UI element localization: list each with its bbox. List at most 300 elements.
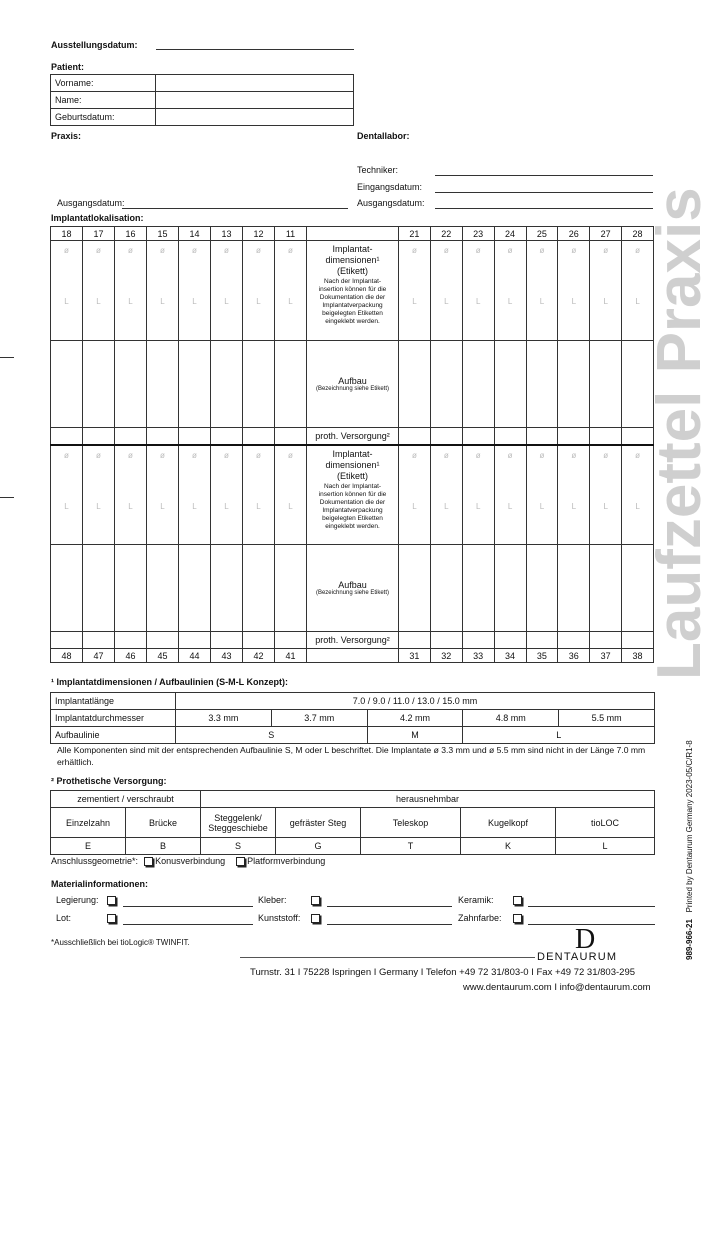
geometry-label: Anschlussgeometrie*: bbox=[51, 856, 139, 866]
aufbau-input-cell[interactable] bbox=[590, 545, 622, 632]
length-placeholder: L bbox=[96, 501, 101, 511]
diameter-value: 4.8 mm bbox=[463, 710, 559, 727]
length-placeholder: L bbox=[224, 297, 229, 306]
web: www.dentaurum.com I info@dentaurum.com bbox=[463, 982, 651, 993]
diameter-placeholder: ø bbox=[96, 246, 101, 255]
tooth-number: 38 bbox=[622, 649, 654, 663]
prosthetic-type: Brücke bbox=[126, 808, 201, 838]
fold-mark-top bbox=[0, 357, 14, 358]
length-placeholder: L bbox=[412, 297, 417, 306]
prosthetic-code: L bbox=[556, 838, 655, 855]
lot-label: Lot: bbox=[56, 913, 72, 923]
proth-input-cell[interactable] bbox=[243, 428, 275, 445]
length-placeholder: L bbox=[475, 297, 481, 306]
length-placeholder: L bbox=[96, 297, 101, 306]
diameter-placeholder: ø bbox=[571, 450, 577, 460]
proth-cell bbox=[307, 428, 399, 445]
tooth-number: 31 bbox=[399, 649, 431, 663]
aufbau-input-cell[interactable] bbox=[83, 341, 115, 428]
tooth-number: 27 bbox=[590, 227, 622, 241]
label-note: Nach der Implantat-insertion können für die Dokumentation die der Implantatverpackung beigelegten Etiketten eingeklebt werden. bbox=[318, 278, 387, 325]
implant-dimension-cell[interactable] bbox=[147, 445, 179, 545]
diameter-placeholder: ø bbox=[635, 450, 640, 460]
implantat-text: Implantat- bbox=[332, 448, 373, 459]
patient-table bbox=[50, 74, 354, 126]
aufbau-input-cell[interactable] bbox=[51, 341, 83, 428]
eingangsdatum-label: Eingangsdatum: bbox=[357, 182, 423, 192]
proth-input-cell[interactable] bbox=[399, 632, 431, 649]
address: Turnstr. 31 I 75228 Ispringen I Germany I Telefon +49 72 31/803-0 I Fax +49 72 31/803-295 bbox=[250, 967, 636, 978]
diameter-placeholder: ø bbox=[475, 246, 481, 255]
aufbau-input-cell[interactable] bbox=[494, 341, 526, 428]
aufbau-input-cell[interactable] bbox=[526, 341, 558, 428]
diameter-placeholder: ø bbox=[160, 246, 165, 255]
praxis-ausgangsdatum-field[interactable] bbox=[122, 208, 348, 209]
proth-input-cell[interactable] bbox=[51, 632, 83, 649]
length-placeholder: L bbox=[444, 297, 449, 306]
implant-dimension-cell[interactable] bbox=[430, 445, 462, 545]
tooth-number: 36 bbox=[558, 649, 590, 663]
aufbaulinie-label: Aufbaulinie bbox=[51, 727, 176, 744]
prosthetic-type: Steggelenk/ Steggeschiebe bbox=[201, 808, 276, 838]
implant-dimension-cell[interactable] bbox=[526, 241, 558, 341]
prosthetic-type: tioLOC bbox=[556, 808, 655, 838]
length-placeholder: L bbox=[603, 297, 608, 306]
aufbau-input-cell[interactable] bbox=[115, 545, 147, 632]
prosthetic-type: gefräster Steg bbox=[276, 808, 361, 838]
prosthetic-code: E bbox=[51, 838, 126, 855]
aufbau-input-cell[interactable] bbox=[590, 341, 622, 428]
tooth-number: 28 bbox=[622, 227, 654, 241]
prosthetic-code: G bbox=[276, 838, 361, 855]
length-placeholder: L bbox=[64, 501, 69, 511]
implant-dimension-cell[interactable] bbox=[51, 241, 83, 341]
diameter-placeholder: ø bbox=[288, 450, 293, 460]
length-placeholder: L bbox=[444, 501, 449, 511]
proth-input-cell[interactable] bbox=[211, 632, 243, 649]
prosthetic-type: Kugelkopf bbox=[461, 808, 556, 838]
side-print-box bbox=[683, 740, 701, 1240]
aufbau-input-cell[interactable] bbox=[462, 341, 494, 428]
lower-tooth-numbers bbox=[51, 649, 654, 663]
length-placeholder: L bbox=[256, 501, 261, 511]
proth-input-cell[interactable] bbox=[51, 428, 83, 445]
prosthetic-type: Einzelzahn bbox=[51, 808, 126, 838]
diameter-placeholder: ø bbox=[160, 450, 165, 460]
length-placeholder: L bbox=[256, 297, 261, 306]
implant-dimension-cell[interactable] bbox=[115, 241, 147, 341]
upper-tooth-numbers bbox=[51, 227, 654, 241]
proth-input-cell[interactable] bbox=[147, 632, 179, 649]
tooth-number: 24 bbox=[494, 227, 526, 241]
labor-ausgangsdatum-field[interactable] bbox=[435, 208, 653, 209]
implant-dimension-cell[interactable] bbox=[211, 445, 243, 545]
vorname-field[interactable] bbox=[156, 75, 354, 92]
aufbaulinie-s: S bbox=[176, 727, 368, 744]
aufbau-input-cell[interactable] bbox=[526, 545, 558, 632]
proth-input-cell[interactable] bbox=[430, 428, 462, 445]
kleber-label: Kleber: bbox=[258, 895, 287, 905]
tooth-number: 22 bbox=[430, 227, 462, 241]
diameter-placeholder: ø bbox=[64, 450, 69, 460]
proth-input-cell[interactable] bbox=[83, 428, 115, 445]
proth-input-cell[interactable] bbox=[590, 428, 622, 445]
aufbau-cell bbox=[307, 341, 399, 428]
tooth-number: 41 bbox=[275, 649, 307, 663]
aufbau-input-cell[interactable] bbox=[211, 341, 243, 428]
tooth-number: 37 bbox=[590, 649, 622, 663]
length-placeholder: L bbox=[160, 297, 165, 306]
tooth-number: 11 bbox=[275, 227, 307, 241]
tooth-number: 48 bbox=[51, 649, 83, 663]
prosthetic-code: K bbox=[461, 838, 556, 855]
techniker-field[interactable] bbox=[435, 175, 653, 176]
tooth-number: 23 bbox=[462, 227, 494, 241]
etikett-text: (Etikett) bbox=[336, 266, 368, 276]
length-placeholder: L bbox=[603, 501, 608, 511]
aufbau-input-cell[interactable] bbox=[399, 341, 431, 428]
name-field[interactable] bbox=[156, 92, 354, 109]
aufbau-input-cell[interactable] bbox=[115, 341, 147, 428]
diameter-placeholder: ø bbox=[192, 246, 197, 255]
length-placeholder: L bbox=[128, 501, 133, 511]
label-info-cell bbox=[307, 445, 399, 545]
tooth-number: 42 bbox=[243, 649, 275, 663]
side-print-line bbox=[683, 740, 697, 960]
labor-ausgangsdatum-label: Ausgangsdatum: bbox=[357, 198, 425, 208]
proth-input-cell[interactable] bbox=[179, 632, 211, 649]
material-footnote: *Ausschließlich bei tioLogic® TWINFIT. bbox=[51, 938, 190, 947]
implantatlokalisation-label: Implantatlokalisation: bbox=[51, 213, 144, 223]
dentallabor-label: Dentallabor: bbox=[357, 131, 410, 141]
length-placeholder: L bbox=[507, 297, 513, 306]
eingangsdatum-field[interactable] bbox=[435, 192, 653, 193]
kleber-checkbox[interactable] bbox=[311, 896, 320, 905]
diameter-placeholder: ø bbox=[224, 246, 229, 255]
proth-input-cell[interactable] bbox=[526, 632, 558, 649]
length-values: 7.0 / 9.0 / 11.0 / 13.0 / 15.0 mm bbox=[176, 693, 655, 710]
tooth-number: 17 bbox=[83, 227, 115, 241]
techniker-label: Techniker: bbox=[357, 165, 399, 175]
tooth-number: 43 bbox=[211, 649, 243, 663]
aufbau-input-cell[interactable] bbox=[494, 545, 526, 632]
kleber-field[interactable] bbox=[327, 906, 452, 907]
side-title-box bbox=[645, 30, 714, 680]
implant-dimension-cell[interactable] bbox=[558, 241, 590, 341]
proth-input-cell[interactable] bbox=[275, 428, 307, 445]
diameter-label: Implantatdurchmesser bbox=[51, 710, 176, 727]
dimensions-title: ¹ Implantatdimensionen / Aufbaulinien (S-M-L Konzept): bbox=[51, 677, 288, 687]
implant-dimension-cell[interactable] bbox=[179, 445, 211, 545]
aufbau-text: Aufbau bbox=[338, 376, 367, 386]
proth-input-cell[interactable] bbox=[399, 428, 431, 445]
proth-input-cell[interactable] bbox=[494, 632, 526, 649]
diameter-placeholder: ø bbox=[507, 450, 513, 460]
aufbau-input-cell[interactable] bbox=[430, 341, 462, 428]
proth-input-cell[interactable] bbox=[115, 428, 147, 445]
diameter-placeholder: ø bbox=[443, 450, 449, 460]
length-placeholder: L bbox=[539, 297, 545, 306]
side-title: Laufzettel Praxis bbox=[645, 187, 714, 680]
aufbau-input-cell[interactable] bbox=[399, 545, 431, 632]
material-title: Materialinformationen: bbox=[51, 879, 149, 889]
footer-rule bbox=[240, 957, 535, 958]
implant-dimension-cell[interactable] bbox=[590, 241, 622, 341]
diameter-placeholder: ø bbox=[603, 246, 609, 255]
proth-input-cell[interactable] bbox=[558, 428, 590, 445]
aufbau-input-cell[interactable] bbox=[83, 545, 115, 632]
praxis-ausgangsdatum-label: Ausgangsdatum: bbox=[57, 198, 125, 208]
proth-text: proth. Versorgung² bbox=[315, 430, 390, 441]
ausstellungsdatum-field[interactable] bbox=[156, 49, 354, 50]
konus-checkbox[interactable] bbox=[144, 857, 153, 866]
diameter-placeholder: ø bbox=[96, 450, 101, 460]
tooth-number: 16 bbox=[115, 227, 147, 241]
length-placeholder: L bbox=[192, 297, 197, 306]
proth-input-cell[interactable] bbox=[115, 632, 147, 649]
diameter-placeholder: ø bbox=[256, 450, 261, 460]
aufbau-text: Aufbau bbox=[338, 580, 367, 590]
aufbau-input-cell[interactable] bbox=[462, 545, 494, 632]
dimensionen-text: dimensionen¹ bbox=[325, 255, 380, 265]
aufbau-input-cell[interactable] bbox=[179, 545, 211, 632]
aufbau-input-cell[interactable] bbox=[275, 545, 307, 632]
length-placeholder: L bbox=[412, 501, 417, 511]
keramik-field[interactable] bbox=[528, 906, 655, 907]
patient-label: Patient: bbox=[51, 62, 85, 72]
proth-cell bbox=[307, 632, 399, 649]
length-placeholder: L bbox=[160, 501, 165, 511]
lot-checkbox[interactable] bbox=[107, 914, 116, 923]
tooth-number: 25 bbox=[526, 227, 558, 241]
tooth-number-spacer bbox=[307, 649, 399, 663]
vorname-label: Vorname: bbox=[51, 75, 156, 92]
implant-dimension-cell[interactable] bbox=[243, 445, 275, 545]
diameter-placeholder: ø bbox=[192, 450, 197, 460]
lot-field[interactable] bbox=[123, 924, 253, 925]
diameter-placeholder: ø bbox=[256, 246, 261, 255]
implant-dimension-cell[interactable] bbox=[399, 445, 431, 545]
diameter-placeholder: ø bbox=[539, 450, 545, 460]
diameter-placeholder: ø bbox=[411, 246, 417, 255]
label-info-cell bbox=[307, 241, 399, 341]
kunststoff-label: Kunststoff: bbox=[258, 913, 301, 923]
tooth-number: 35 bbox=[526, 649, 558, 663]
dimensionen-text: dimensionen¹ bbox=[325, 459, 380, 470]
aufbau-note: (Bezeichnung siehe Etikett) bbox=[315, 386, 390, 392]
length-placeholder: L bbox=[539, 501, 545, 511]
implant-dimension-cell[interactable] bbox=[462, 241, 494, 341]
proth-text: proth. Versorgung² bbox=[315, 635, 390, 645]
proth-input-cell[interactable] bbox=[179, 428, 211, 445]
legierung-field[interactable] bbox=[123, 906, 253, 907]
length-placeholder: L bbox=[571, 297, 577, 306]
name-label: Name: bbox=[51, 92, 156, 109]
prosthetic-code: B bbox=[126, 838, 201, 855]
diameter-placeholder: ø bbox=[443, 246, 449, 255]
group-cemented: zementiert / verschraubt bbox=[51, 791, 201, 808]
prosthetic-code: S bbox=[201, 838, 276, 855]
tooth-number: 46 bbox=[115, 649, 147, 663]
diameter-placeholder: ø bbox=[571, 246, 577, 255]
aufbau-input-cell[interactable] bbox=[243, 341, 275, 428]
diameter-placeholder: ø bbox=[635, 246, 640, 255]
logo-text: DENTAURUM bbox=[537, 951, 618, 963]
aufbau-input-cell[interactable] bbox=[211, 545, 243, 632]
fold-mark-bottom bbox=[0, 497, 14, 498]
proth-input-cell[interactable] bbox=[558, 632, 590, 649]
tooth-number: 32 bbox=[430, 649, 462, 663]
tooth-number: 47 bbox=[83, 649, 115, 663]
implant-dimension-cell[interactable] bbox=[243, 241, 275, 341]
tooth-number: 44 bbox=[179, 649, 211, 663]
length-placeholder: L bbox=[635, 501, 640, 511]
implant-dimension-cell[interactable] bbox=[526, 445, 558, 545]
konus-label: Konusverbindung bbox=[155, 856, 226, 866]
length-placeholder: L bbox=[507, 501, 513, 511]
aufbau-input-cell[interactable] bbox=[275, 341, 307, 428]
length-placeholder: L bbox=[635, 297, 640, 306]
tooth-number-spacer bbox=[307, 227, 399, 241]
side-print: Printed by Dentaurum Germany 2023-05/C/R1-8 bbox=[685, 740, 694, 913]
implant-dimension-cell[interactable] bbox=[494, 445, 526, 545]
dimensions-note: Alle Komponenten sind mit der entsprechenden Aufbaulinie S, M oder L beschriftet. Die Implantate ø 3.3 mm und ø 5.5 mm sind nicht in der Länge 7.0 mm erhältlich. bbox=[57, 745, 646, 767]
logo-letter: D bbox=[575, 924, 596, 955]
diameter-value: 4.2 mm bbox=[367, 710, 463, 727]
label-note: Nach der Implantat-insertion können für die Dokumentation die der Implantatverpackung beigelegten Etiketten eingeklebt werden. bbox=[318, 482, 387, 530]
aufbau-cell bbox=[307, 545, 399, 632]
diameter-placeholder: ø bbox=[224, 450, 229, 460]
implant-dimension-cell[interactable] bbox=[115, 445, 147, 545]
proth-input-cell[interactable] bbox=[430, 632, 462, 649]
diameter-placeholder: ø bbox=[64, 246, 69, 255]
group-removable: herausnehmbar bbox=[201, 791, 655, 808]
tooth-number: 21 bbox=[399, 227, 431, 241]
length-placeholder: L bbox=[571, 501, 577, 511]
implant-dimension-cell[interactable] bbox=[147, 241, 179, 341]
praxis-label: Praxis: bbox=[51, 131, 82, 141]
length-placeholder: L bbox=[224, 501, 229, 511]
aufbau-input-cell[interactable] bbox=[430, 545, 462, 632]
aufbau-input-cell[interactable] bbox=[51, 545, 83, 632]
zahnfarbe-label: Zahnfarbe: bbox=[458, 913, 502, 923]
length-placeholder: L bbox=[288, 297, 293, 306]
aufbau-input-cell[interactable] bbox=[558, 341, 590, 428]
tooth-grid bbox=[50, 226, 654, 663]
length-placeholder: L bbox=[288, 501, 293, 511]
implant-dimension-cell[interactable] bbox=[275, 241, 307, 341]
tooth-number: 26 bbox=[558, 227, 590, 241]
diameter-placeholder: ø bbox=[507, 246, 513, 255]
proth-input-cell[interactable] bbox=[275, 632, 307, 649]
implant-dimension-cell[interactable] bbox=[179, 241, 211, 341]
implant-dimension-cell[interactable] bbox=[51, 445, 83, 545]
length-placeholder: L bbox=[64, 297, 69, 306]
geometry-row bbox=[51, 856, 325, 866]
tooth-number: 33 bbox=[462, 649, 494, 663]
ausstellungsdatum-label: Ausstellungsdatum: bbox=[51, 40, 138, 50]
aufbau-input-cell[interactable] bbox=[243, 545, 275, 632]
diameter-placeholder: ø bbox=[128, 450, 133, 460]
side-code: 989-966-21 bbox=[685, 919, 694, 960]
implant-dimension-cell[interactable] bbox=[462, 445, 494, 545]
length-placeholder: L bbox=[475, 501, 481, 511]
kunststoff-field[interactable] bbox=[327, 924, 452, 925]
implant-dimension-cell[interactable] bbox=[275, 445, 307, 545]
implant-dimension-cell[interactable] bbox=[494, 241, 526, 341]
prosthetic-title: ² Prothetische Versorgung: bbox=[51, 776, 167, 786]
aufbaulinie-l: L bbox=[463, 727, 655, 744]
tooth-number: 34 bbox=[494, 649, 526, 663]
keramik-checkbox[interactable] bbox=[513, 896, 522, 905]
length-placeholder: L bbox=[128, 297, 133, 306]
proth-input-cell[interactable] bbox=[211, 428, 243, 445]
aufbaulinie-m: M bbox=[367, 727, 463, 744]
proth-input-cell[interactable] bbox=[462, 632, 494, 649]
implant-dimension-cell[interactable] bbox=[558, 445, 590, 545]
geburtsdatum-label: Geburtsdatum: bbox=[51, 109, 156, 126]
prosthetic-type: Teleskop bbox=[361, 808, 461, 838]
proth-input-cell[interactable] bbox=[526, 428, 558, 445]
aufbau-input-cell[interactable] bbox=[147, 545, 179, 632]
diameter-value: 5.5 mm bbox=[559, 710, 655, 727]
implant-dimension-cell[interactable] bbox=[83, 445, 115, 545]
tooth-number: 18 bbox=[51, 227, 83, 241]
platform-checkbox[interactable] bbox=[236, 857, 245, 866]
proth-input-cell[interactable] bbox=[83, 632, 115, 649]
implant-dimension-cell[interactable] bbox=[590, 445, 622, 545]
aufbau-input-cell[interactable] bbox=[558, 545, 590, 632]
platform-label: Platformverbindung bbox=[247, 856, 326, 866]
prosthetic-code: T bbox=[361, 838, 461, 855]
diameter-value: 3.7 mm bbox=[271, 710, 367, 727]
proth-input-cell[interactable] bbox=[462, 428, 494, 445]
prosthetic-table bbox=[50, 790, 655, 855]
diameter-placeholder: ø bbox=[603, 450, 609, 460]
aufbau-note: (Bezeichnung siehe Etikett) bbox=[315, 590, 390, 596]
tooth-number: 15 bbox=[147, 227, 179, 241]
length-label: Implantatlänge bbox=[51, 693, 176, 710]
tooth-number: 45 bbox=[147, 649, 179, 663]
implant-dimension-cell[interactable] bbox=[430, 241, 462, 341]
proth-input-cell[interactable] bbox=[494, 428, 526, 445]
zahnfarbe-checkbox[interactable] bbox=[513, 914, 522, 923]
proth-input-cell[interactable] bbox=[147, 428, 179, 445]
aufbau-input-cell[interactable] bbox=[147, 341, 179, 428]
tooth-number: 14 bbox=[179, 227, 211, 241]
dimensions-table bbox=[50, 692, 655, 744]
diameter-placeholder: ø bbox=[128, 246, 133, 255]
geburtsdatum-field[interactable] bbox=[156, 109, 354, 126]
legierung-checkbox[interactable] bbox=[107, 896, 116, 905]
legierung-label: Legierung: bbox=[56, 895, 99, 905]
proth-input-cell[interactable] bbox=[243, 632, 275, 649]
proth-input-cell[interactable] bbox=[590, 632, 622, 649]
diameter-placeholder: ø bbox=[475, 450, 481, 460]
implant-dimension-cell[interactable] bbox=[83, 241, 115, 341]
kunststoff-checkbox[interactable] bbox=[311, 914, 320, 923]
implant-dimension-cell[interactable] bbox=[399, 241, 431, 341]
etikett-text: (Etikett) bbox=[336, 470, 368, 481]
tooth-number: 12 bbox=[243, 227, 275, 241]
implant-dimension-cell[interactable] bbox=[211, 241, 243, 341]
tooth-number: 13 bbox=[211, 227, 243, 241]
diameter-placeholder: ø bbox=[288, 246, 293, 255]
diameter-placeholder: ø bbox=[539, 246, 545, 255]
implantat-text: Implantat- bbox=[332, 244, 373, 254]
length-placeholder: L bbox=[192, 501, 197, 511]
aufbau-input-cell[interactable] bbox=[179, 341, 211, 428]
